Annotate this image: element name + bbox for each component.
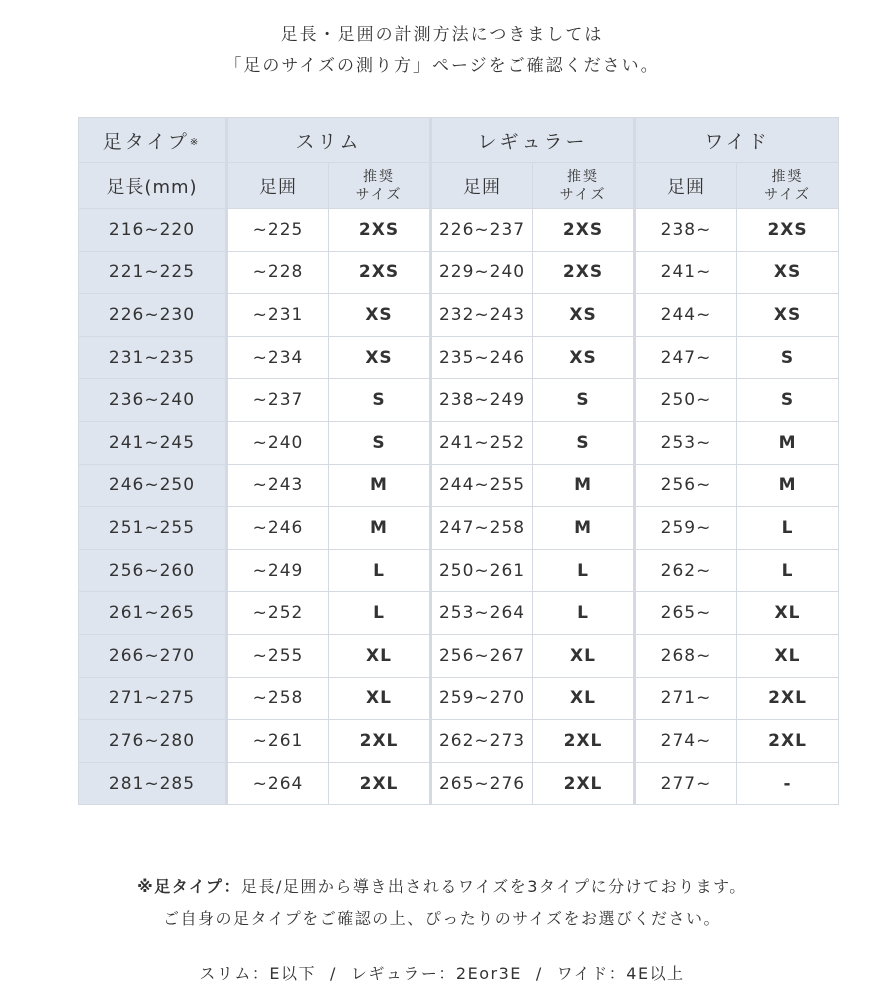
legend-separator: / <box>330 964 337 983</box>
regular-girth-cell: 247~258 <box>431 507 533 550</box>
slim-girth-cell: ~246 <box>227 507 329 550</box>
header-rec-size-wide: 推奨 サイズ <box>737 163 839 209</box>
legend-wide: ワイド：4E以上 <box>556 964 685 983</box>
slim-girth-cell: ~225 <box>227 209 329 252</box>
legend-regular: レギュラー：2Eor3E <box>350 964 522 983</box>
header-girth-slim: 足囲 <box>227 163 329 209</box>
slim-size-cell: 2XL <box>329 720 431 763</box>
regular-girth-cell: 244~255 <box>431 464 533 507</box>
header-group-wide: ワイド <box>635 118 839 163</box>
slim-girth-cell: ~231 <box>227 294 329 337</box>
wide-girth-cell: 262~ <box>635 549 737 592</box>
wide-girth-cell: 259~ <box>635 507 737 550</box>
wide-girth-cell: 268~ <box>635 634 737 677</box>
regular-size-cell: L <box>533 592 635 635</box>
slim-girth-cell: ~243 <box>227 464 329 507</box>
wide-size-cell: L <box>737 549 839 592</box>
table-row <box>79 336 839 379</box>
slim-size-cell: XS <box>329 294 431 337</box>
slim-size-cell: XL <box>329 677 431 720</box>
header-row-columns <box>79 163 839 209</box>
table-row <box>79 379 839 422</box>
note-line-1 <box>0 874 884 897</box>
regular-girth-cell: 238~249 <box>431 379 533 422</box>
legend-separator: / <box>535 964 543 983</box>
regular-size-cell: 2XS <box>533 209 635 252</box>
regular-girth-cell: 226~237 <box>431 209 533 252</box>
slim-girth-cell: ~249 <box>227 549 329 592</box>
table-row <box>79 507 839 550</box>
wide-size-cell: 2XL <box>737 677 839 720</box>
foot-length-cell: 271~275 <box>79 677 227 720</box>
table-row <box>79 464 839 507</box>
table-row <box>79 720 839 763</box>
slim-girth-cell: ~258 <box>227 677 329 720</box>
slim-girth-cell: ~240 <box>227 421 329 464</box>
size-chart-table <box>78 117 839 805</box>
regular-girth-cell: 253~264 <box>431 592 533 635</box>
wide-size-cell: 2XS <box>737 209 839 252</box>
slim-girth-cell: ~252 <box>227 592 329 635</box>
table-row <box>79 294 839 337</box>
note-colon: ： <box>223 877 241 896</box>
foot-length-cell: 246~250 <box>79 464 227 507</box>
regular-girth-cell: 262~273 <box>431 720 533 763</box>
foot-length-cell: 251~255 <box>79 507 227 550</box>
wide-size-cell: XL <box>737 592 839 635</box>
wide-size-cell: 2XL <box>737 720 839 763</box>
regular-size-cell: XL <box>533 677 635 720</box>
note-line-2: ご自身の足タイプをご確認の上、ぴったりのサイズをお選びください。 <box>163 909 721 928</box>
wide-girth-cell: 238~ <box>635 209 737 252</box>
regular-size-cell: S <box>533 421 635 464</box>
wide-size-cell: S <box>737 379 839 422</box>
table-row <box>79 421 839 464</box>
legend-slim: スリム：E以下 <box>199 964 317 983</box>
slim-size-cell: S <box>329 379 431 422</box>
header-foot-type: 足タイプ※ <box>79 118 227 163</box>
wide-girth-cell: 250~ <box>635 379 737 422</box>
slim-size-cell: L <box>329 549 431 592</box>
foot-length-cell: 236~240 <box>79 379 227 422</box>
slim-size-cell: M <box>329 507 431 550</box>
header-foot-length: 足長(mm) <box>79 163 227 209</box>
wide-size-cell: XS <box>737 251 839 294</box>
slim-size-cell: 2XS <box>329 251 431 294</box>
foot-length-cell: 281~285 <box>79 762 227 805</box>
wide-size-cell: M <box>737 421 839 464</box>
regular-size-cell: M <box>533 507 635 550</box>
regular-size-cell: 2XS <box>533 251 635 294</box>
table-row <box>79 592 839 635</box>
wide-size-cell: M <box>737 464 839 507</box>
foot-length-cell: 221~225 <box>79 251 227 294</box>
header-group-slim: スリム <box>227 118 431 163</box>
intro-line-2: 「足のサイズの測り方」ページをご確認ください。 <box>224 56 660 76</box>
wide-girth-cell: 265~ <box>635 592 737 635</box>
slim-girth-cell: ~255 <box>227 634 329 677</box>
wide-girth-cell: 244~ <box>635 294 737 337</box>
width-legend <box>0 961 884 984</box>
table-row <box>79 251 839 294</box>
note-text: 足長/足囲から導き出されるワイズを3タイプに分けております。 <box>240 877 747 896</box>
wide-size-cell: XS <box>737 294 839 337</box>
wide-girth-cell: 253~ <box>635 421 737 464</box>
header-girth-regular: 足囲 <box>431 163 533 209</box>
wide-girth-cell: 247~ <box>635 336 737 379</box>
slim-girth-cell: ~234 <box>227 336 329 379</box>
wide-girth-cell: 277~ <box>635 762 737 805</box>
header-rec-size-regular: 推奨 サイズ <box>533 163 635 209</box>
table-row <box>79 634 839 677</box>
foot-length-cell: 231~235 <box>79 336 227 379</box>
intro-line-1: 足長・足囲の計測方法につきましては <box>280 25 604 45</box>
table-row <box>79 677 839 720</box>
foot-length-cell: 266~270 <box>79 634 227 677</box>
slim-size-cell: 2XS <box>329 209 431 252</box>
regular-girth-cell: 241~252 <box>431 421 533 464</box>
slim-girth-cell: ~264 <box>227 762 329 805</box>
slim-girth-cell: ~228 <box>227 251 329 294</box>
foot-length-cell: 241~245 <box>79 421 227 464</box>
note-mark: ※ <box>137 877 155 896</box>
table-row <box>79 209 839 252</box>
intro-text <box>0 20 884 82</box>
regular-size-cell: 2XL <box>533 720 635 763</box>
wide-size-cell: XL <box>737 634 839 677</box>
regular-size-cell: M <box>533 464 635 507</box>
wide-size-cell: L <box>737 507 839 550</box>
note-term: 足タイプ <box>154 877 224 896</box>
regular-girth-cell: 256~267 <box>431 634 533 677</box>
regular-size-cell: 2XL <box>533 762 635 805</box>
regular-girth-cell: 232~243 <box>431 294 533 337</box>
wide-size-cell: S <box>737 336 839 379</box>
wide-girth-cell: 271~ <box>635 677 737 720</box>
regular-size-cell: L <box>533 549 635 592</box>
header-rec-size-slim: 推奨 サイズ <box>329 163 431 209</box>
header-group-regular: レギュラー <box>431 118 635 163</box>
regular-size-cell: XS <box>533 336 635 379</box>
slim-size-cell: XS <box>329 336 431 379</box>
asterisk-mark: ※ <box>189 136 202 148</box>
slim-size-cell: M <box>329 464 431 507</box>
header-girth-wide: 足囲 <box>635 163 737 209</box>
wide-girth-cell: 241~ <box>635 251 737 294</box>
foot-length-cell: 216~220 <box>79 209 227 252</box>
slim-size-cell: 2XL <box>329 762 431 805</box>
slim-size-cell: L <box>329 592 431 635</box>
table-row <box>79 762 839 805</box>
slim-size-cell: S <box>329 421 431 464</box>
wide-size-cell: - <box>737 762 839 805</box>
foot-length-cell: 256~260 <box>79 549 227 592</box>
foot-length-cell: 276~280 <box>79 720 227 763</box>
regular-girth-cell: 265~276 <box>431 762 533 805</box>
regular-size-cell: XS <box>533 294 635 337</box>
foot-length-cell: 261~265 <box>79 592 227 635</box>
regular-girth-cell: 235~246 <box>431 336 533 379</box>
regular-size-cell: XL <box>533 634 635 677</box>
wide-girth-cell: 274~ <box>635 720 737 763</box>
slim-size-cell: XL <box>329 634 431 677</box>
header-row-types <box>79 118 839 163</box>
regular-girth-cell: 259~270 <box>431 677 533 720</box>
wide-girth-cell: 256~ <box>635 464 737 507</box>
table-row <box>79 549 839 592</box>
size-chart-body <box>79 209 839 805</box>
slim-girth-cell: ~237 <box>227 379 329 422</box>
slim-girth-cell: ~261 <box>227 720 329 763</box>
regular-girth-cell: 229~240 <box>431 251 533 294</box>
foot-length-cell: 226~230 <box>79 294 227 337</box>
regular-girth-cell: 250~261 <box>431 549 533 592</box>
regular-size-cell: S <box>533 379 635 422</box>
